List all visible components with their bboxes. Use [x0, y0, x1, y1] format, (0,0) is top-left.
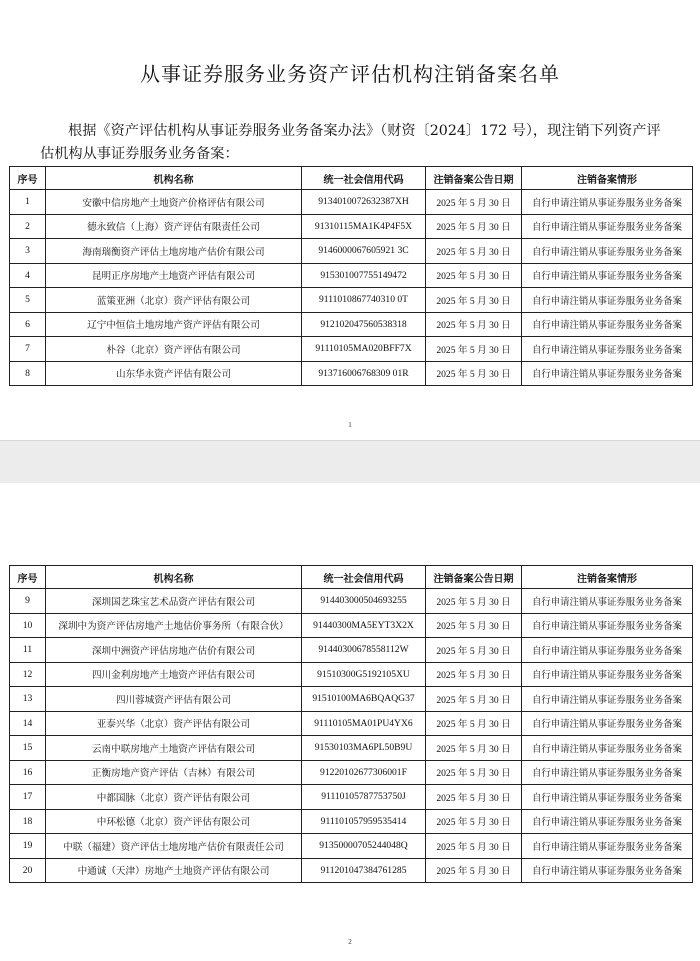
table-row [10, 809, 693, 834]
row-seq: 8 [10, 361, 46, 386]
row-credit-code: 914403000504693255 [302, 589, 426, 614]
row-notice-date: 2025 年 5 月 30 日 [426, 361, 522, 386]
row-credit-code: 91440300MA5EYT3X2X [302, 613, 426, 638]
row-status: 自行申请注销从事证券服务业务备案 [522, 711, 693, 736]
row-status: 自行申请注销从事证券服务业务备案 [522, 337, 693, 362]
row-org-name: 正衡房地产资产评估（吉林）有限公司 [46, 760, 302, 785]
table-row [10, 858, 693, 883]
row-status: 自行申请注销从事证券服务业务备案 [522, 785, 693, 810]
row-org-name: 中都国脉（北京）资产评估有限公司 [46, 785, 302, 810]
row-notice-date: 2025 年 5 月 30 日 [426, 263, 522, 288]
table-row [10, 263, 693, 288]
table-row [10, 312, 693, 337]
row-status: 自行申请注销从事证券服务业务备案 [522, 638, 693, 663]
row-credit-code: 91110105MA01PU4YX6 [302, 711, 426, 736]
row-org-name: 中环松德（北京）资产评估有限公司 [46, 809, 302, 834]
deregistration-table-page-2 [9, 565, 693, 883]
row-status: 自行申请注销从事证券服务业务备案 [522, 809, 693, 834]
row-credit-code: 91310115MA1K4P4F5X [302, 214, 426, 239]
row-status: 自行申请注销从事证券服务业务备案 [522, 263, 693, 288]
row-seq: 5 [10, 288, 46, 313]
row-credit-code: 91110105MA020BFF7X [302, 337, 426, 362]
deregistration-table-page-1 [9, 166, 693, 386]
row-org-name: 海南瑞衡资产评估土地房地产估价有限公司 [46, 239, 302, 264]
row-notice-date: 2025 年 5 月 30 日 [426, 834, 522, 859]
row-seq: 3 [10, 239, 46, 264]
header-date: 注销备案公告日期 [426, 167, 522, 190]
document-page-1 [0, 0, 700, 440]
row-credit-code: 91220102677306001F [302, 760, 426, 785]
table-row [10, 711, 693, 736]
document-page-2 [0, 483, 700, 961]
table-row [10, 834, 693, 859]
row-org-name: 中联（福建）资产评估土地房地产估价有限责任公司 [46, 834, 302, 859]
row-notice-date: 2025 年 5 月 30 日 [426, 337, 522, 362]
row-seq: 20 [10, 858, 46, 883]
table-row [10, 785, 693, 810]
row-seq: 4 [10, 263, 46, 288]
row-status: 自行申请注销从事证券服务业务备案 [522, 613, 693, 638]
row-notice-date: 2025 年 5 月 30 日 [426, 662, 522, 687]
row-notice-date: 2025 年 5 月 30 日 [426, 288, 522, 313]
row-org-name: 山东华永资产评估有限公司 [46, 361, 302, 386]
row-credit-code: 91350000705244048Q [302, 834, 426, 859]
row-seq: 2 [10, 214, 46, 239]
table-row [10, 760, 693, 785]
row-seq: 9 [10, 589, 46, 614]
row-org-name: 德永致信（上海）资产评估有限责任公司 [46, 214, 302, 239]
row-credit-code: 911201047384761285 [302, 858, 426, 883]
row-org-name: 安徽中信房地产土地资产价格评估有限公司 [46, 190, 302, 215]
page-title: 从事证券服务业务资产评估机构注销备案名单 [140, 62, 560, 86]
row-credit-code: 9134010072632387XH [302, 190, 426, 215]
row-notice-date: 2025 年 5 月 30 日 [426, 312, 522, 337]
row-status: 自行申请注销从事证券服务业务备案 [522, 312, 693, 337]
row-credit-code: 915301007755149472 [302, 263, 426, 288]
table-row [10, 687, 693, 712]
table-header-row [10, 566, 693, 589]
row-seq: 12 [10, 662, 46, 687]
row-org-name: 昆明正序房地产土地资产评估有限公司 [46, 263, 302, 288]
row-status: 自行申请注销从事证券服务业务备案 [522, 687, 693, 712]
header-name: 机构名称 [46, 566, 302, 589]
page-number: 2 [348, 938, 352, 946]
header-code: 统一社会信用代码 [302, 566, 426, 589]
table-row [10, 288, 693, 313]
row-notice-date: 2025 年 5 月 30 日 [426, 638, 522, 663]
table-row [10, 613, 693, 638]
table-row [10, 736, 693, 761]
row-credit-code: 9111010867740310 0T [302, 288, 426, 313]
row-notice-date: 2025 年 5 月 30 日 [426, 736, 522, 761]
table-row [10, 662, 693, 687]
row-seq: 15 [10, 736, 46, 761]
row-credit-code: 911101057959535414 [302, 809, 426, 834]
row-credit-code: 91110105787753750J [302, 785, 426, 810]
row-status: 自行申请注销从事证券服务业务备案 [522, 288, 693, 313]
header-status: 注销备案情形 [522, 167, 693, 190]
row-seq: 17 [10, 785, 46, 810]
row-org-name: 中通诚（天津）房地产土地资产评估有限公司 [46, 858, 302, 883]
row-org-name: 深圳中洲资产评估房地产估价有限公司 [46, 638, 302, 663]
row-seq: 16 [10, 760, 46, 785]
header-name: 机构名称 [46, 167, 302, 190]
row-status: 自行申请注销从事证券服务业务备案 [522, 736, 693, 761]
row-notice-date: 2025 年 5 月 30 日 [426, 858, 522, 883]
row-notice-date: 2025 年 5 月 30 日 [426, 687, 522, 712]
row-seq: 14 [10, 711, 46, 736]
table-row [10, 337, 693, 362]
page-number: 1 [348, 421, 352, 429]
row-org-name: 四川蓉城资产评估有限公司 [46, 687, 302, 712]
row-credit-code: 9146000067605921 3C [302, 239, 426, 264]
row-org-name: 四川金利房地产土地资产评估有限公司 [46, 662, 302, 687]
header-status: 注销备案情形 [522, 566, 693, 589]
row-org-name: 辽宁中恒信土地房地产资产评估有限公司 [46, 312, 302, 337]
row-status: 自行申请注销从事证券服务业务备案 [522, 760, 693, 785]
table-header-row [10, 167, 693, 190]
row-credit-code: 91510100MA6BQAQG37 [302, 687, 426, 712]
row-org-name: 云南中联房地产土地资产评估有限公司 [46, 736, 302, 761]
header-date: 注销备案公告日期 [426, 566, 522, 589]
row-credit-code: 91510300G5192105XU [302, 662, 426, 687]
row-seq: 6 [10, 312, 46, 337]
row-org-name: 深圳国艺珠宝艺术品资产评估有限公司 [46, 589, 302, 614]
row-org-name: 亚泰兴华（北京）资产评估有限公司 [46, 711, 302, 736]
row-credit-code: 91440300678558112W [302, 638, 426, 663]
row-notice-date: 2025 年 5 月 30 日 [426, 214, 522, 239]
table-row [10, 361, 693, 386]
row-seq: 13 [10, 687, 46, 712]
row-status: 自行申请注销从事证券服务业务备案 [522, 858, 693, 883]
row-status: 自行申请注销从事证券服务业务备案 [522, 239, 693, 264]
row-seq: 1 [10, 190, 46, 215]
row-notice-date: 2025 年 5 月 30 日 [426, 760, 522, 785]
row-status: 自行申请注销从事证券服务业务备案 [522, 589, 693, 614]
row-org-name: 朴谷（北京）资产评估有限公司 [46, 337, 302, 362]
row-status: 自行申请注销从事证券服务业务备案 [522, 214, 693, 239]
row-status: 自行申请注销从事证券服务业务备案 [522, 361, 693, 386]
row-status: 自行申请注销从事证券服务业务备案 [522, 662, 693, 687]
row-notice-date: 2025 年 5 月 30 日 [426, 809, 522, 834]
page-separator [0, 440, 700, 484]
row-seq: 10 [10, 613, 46, 638]
row-notice-date: 2025 年 5 月 30 日 [426, 190, 522, 215]
table-row [10, 214, 693, 239]
row-credit-code: 91530103MA6PL50B9U [302, 736, 426, 761]
row-seq: 18 [10, 809, 46, 834]
row-credit-code: 913716006768309 01R [302, 361, 426, 386]
header-seq: 序号 [10, 566, 46, 589]
row-org-name: 蓝策亚洲（北京）资产评估有限公司 [46, 288, 302, 313]
row-status: 自行申请注销从事证券服务业务备案 [522, 190, 693, 215]
row-seq: 19 [10, 834, 46, 859]
row-notice-date: 2025 年 5 月 30 日 [426, 589, 522, 614]
row-notice-date: 2025 年 5 月 30 日 [426, 711, 522, 736]
table-row [10, 589, 693, 614]
row-notice-date: 2025 年 5 月 30 日 [426, 613, 522, 638]
row-seq: 7 [10, 337, 46, 362]
row-notice-date: 2025 年 5 月 30 日 [426, 785, 522, 810]
row-status: 自行申请注销从事证券服务业务备案 [522, 834, 693, 859]
header-code: 统一社会信用代码 [302, 167, 426, 190]
row-credit-code: 912102047560538318 [302, 312, 426, 337]
table-row [10, 638, 693, 663]
row-org-name: 深圳中为资产评估房地产土地估价事务所（有限合伙） [46, 613, 302, 638]
header-seq: 序号 [10, 167, 46, 190]
row-seq: 11 [10, 638, 46, 663]
table-row [10, 190, 693, 215]
row-notice-date: 2025 年 5 月 30 日 [426, 239, 522, 264]
table-row [10, 239, 693, 264]
intro-paragraph: 根据《资产评估机构从事证券服务业务备案办法》（财资〔2024〕172 号），现注销下列资产评估机构从事证券服务业务备案： [40, 123, 661, 162]
